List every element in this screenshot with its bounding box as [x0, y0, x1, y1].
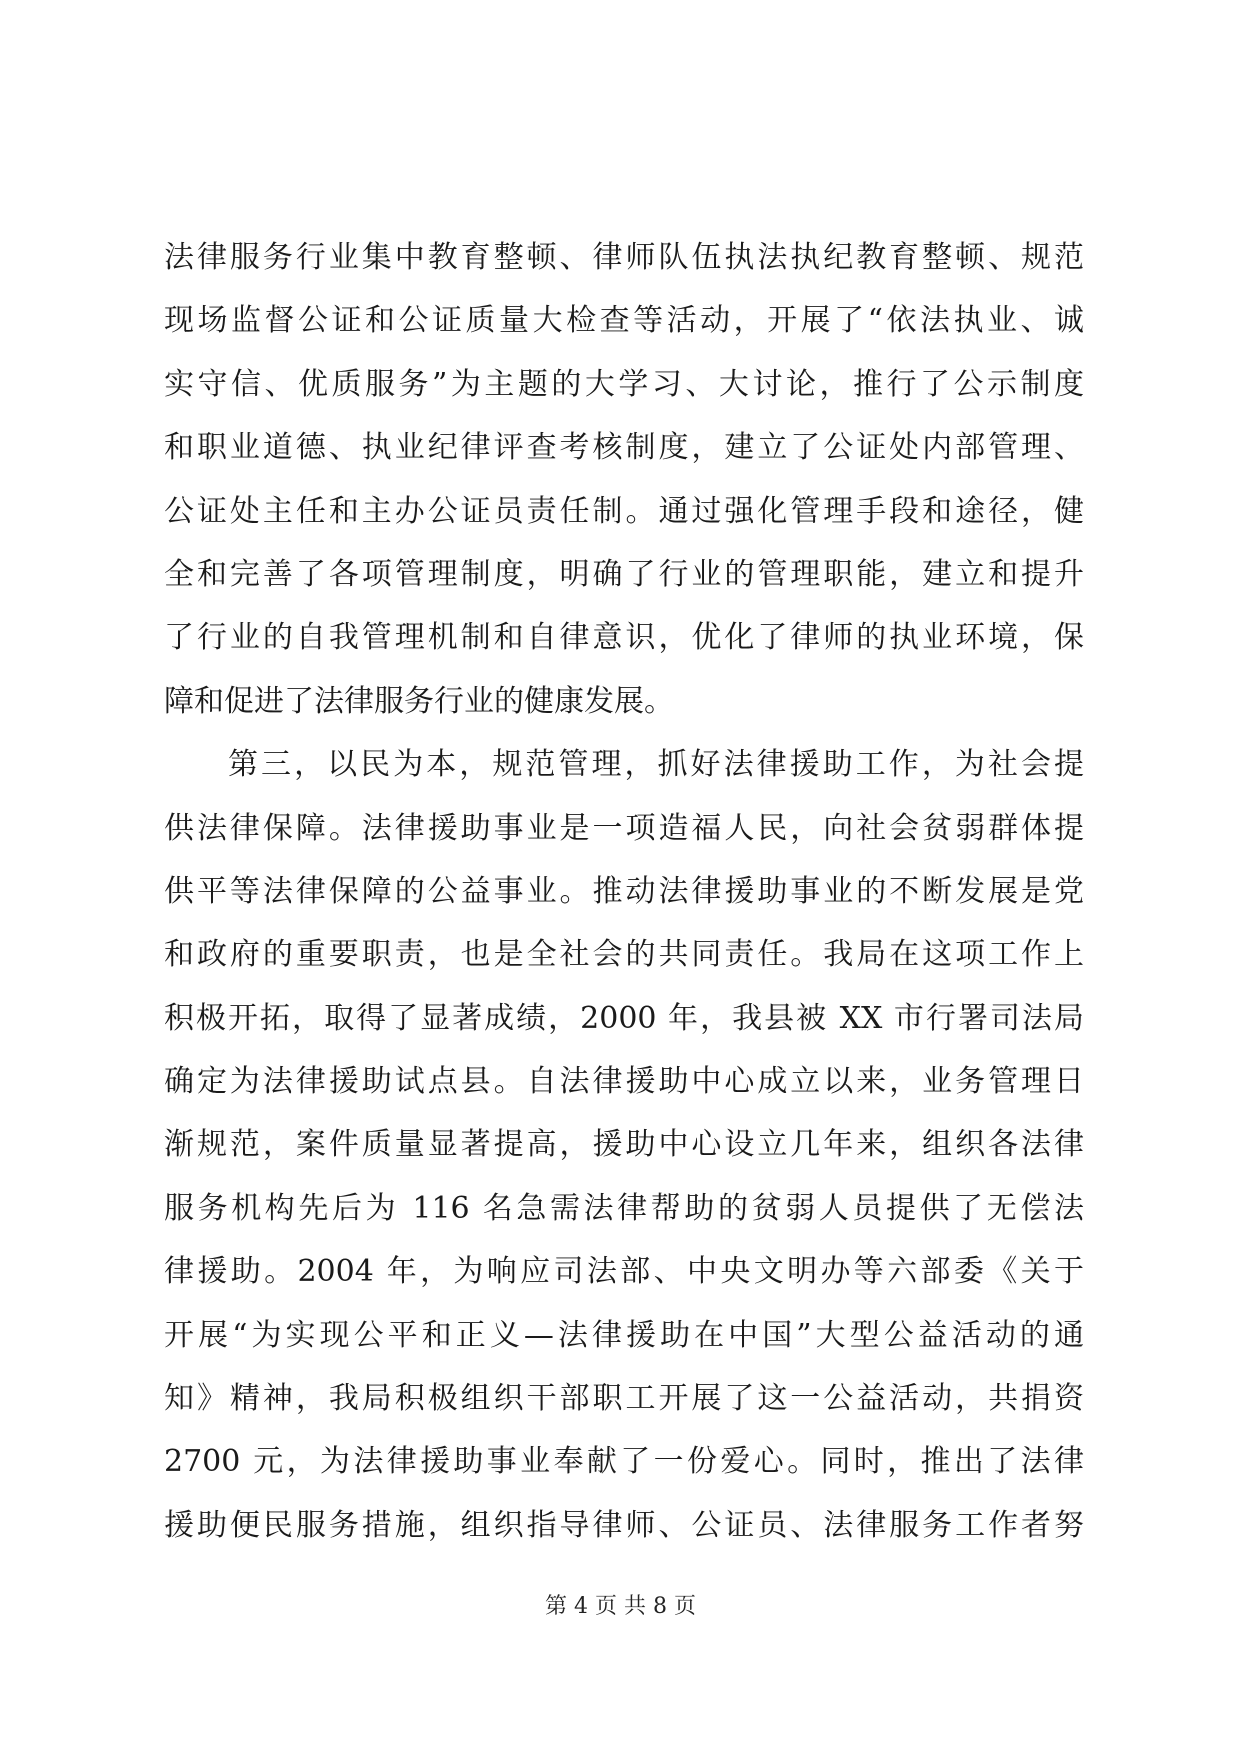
text-line: 2700 元，为法律援助事业奉献了一份爱心。同时，推出了法律 [164, 1444, 1084, 1480]
text-line: 服务机构先后为 116 名急需法律帮助的贫弱人员提供了无偿法 [164, 1190, 1084, 1226]
text-line: 现场监督公证和公证质量大检查等活动，开展了“依法执业、诚 [164, 303, 1084, 339]
text-line: 援助便民服务措施，组织指导律师、公证员、法律服务工作者努 [164, 1507, 1084, 1543]
paragraph-1 [164, 226, 1084, 733]
text-line: 确定为法律援助试点县。自法律援助中心成立以来，业务管理日 [164, 1064, 1084, 1100]
text-line: 知》精神，我局积极组织干部职工开展了这一公益活动，共捐资 [164, 1381, 1084, 1417]
text-line: 积极开拓，取得了显著成绩，2000 年，我县被 XX 市行署司法局 [164, 1000, 1084, 1036]
text-line: 供法律保障。法律援助事业是一项造福人民，向社会贫弱群体提 [164, 810, 1084, 846]
document-body [164, 226, 1084, 1557]
text-line: 和政府的重要职责，也是全社会的共同责任。我局在这项工作上 [164, 937, 1084, 973]
text-line: 供平等法律保障的公益事业。推动法律援助事业的不断发展是党 [164, 873, 1084, 909]
text-line: 法律服务行业集中教育整顿、律师队伍执法执纪教育整顿、规范 [164, 240, 1084, 275]
text-line: 渐规范，案件质量显著提高，援助中心设立几年来，组织各法律 [164, 1127, 1084, 1163]
text-line: 第三，以民为本，规范管理，抓好法律援助工作，为社会提 [228, 747, 1084, 783]
paragraph-2 [164, 733, 1084, 1557]
text-line: 障和促进了法律服务行业的健康发展。 [164, 683, 674, 719]
text-line: 全和完善了各项管理制度，明确了行业的管理职能，建立和提升 [164, 556, 1084, 592]
text-line: 开展“为实现公平和正义—法律援助在中国”大型公益活动的通 [164, 1317, 1084, 1353]
page-footer: 第 4 页 共 8 页 [545, 1594, 696, 1619]
text-line: 和职业道德、执业纪律评查考核制度，建立了公证处内部管理、 [164, 430, 1084, 466]
text-line: 律援助。2004 年，为响应司法部、中央文明办等六部委《关于 [164, 1254, 1084, 1290]
text-line: 了行业的自我管理机制和自律意识，优化了律师的执业环境，保 [164, 620, 1084, 656]
text-line: 实守信、优质服务”为主题的大学习、大讨论，推行了公示制度 [164, 366, 1084, 402]
text-line: 公证处主任和主办公证员责任制。通过强化管理手段和途径，健 [164, 493, 1084, 529]
